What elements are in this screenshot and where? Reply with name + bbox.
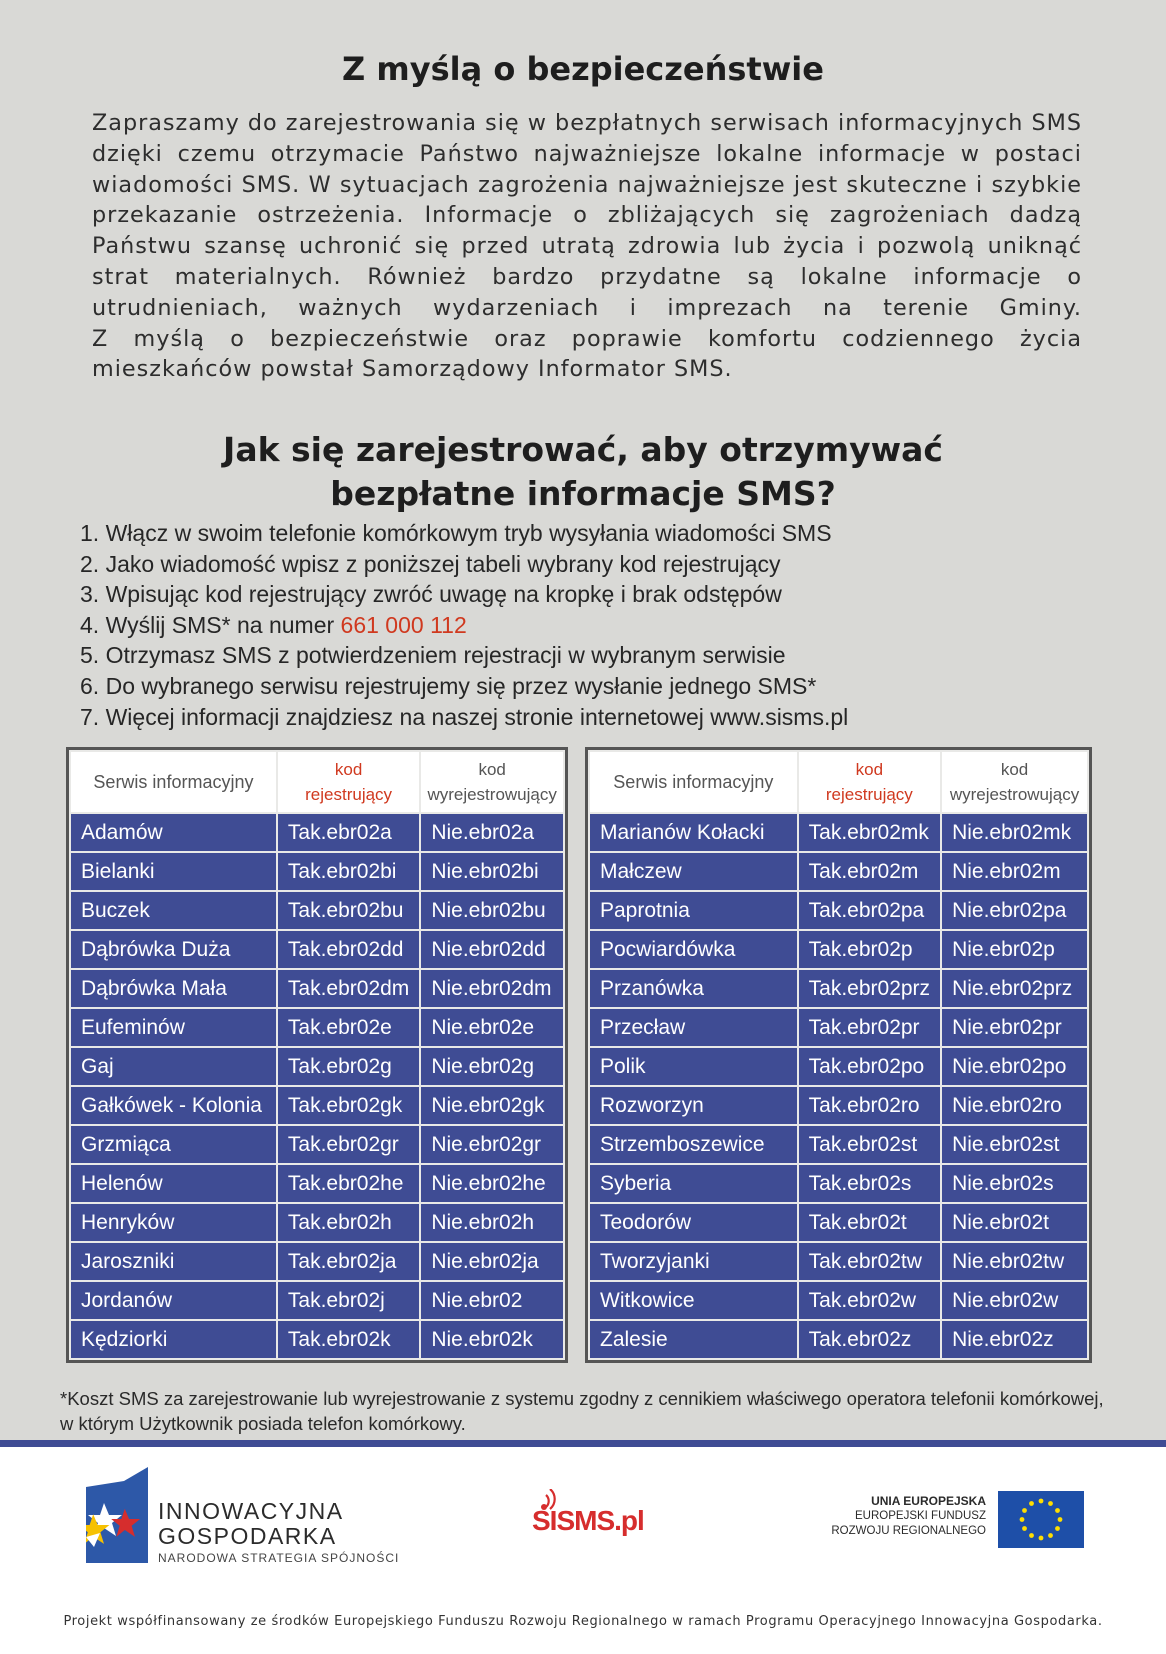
ue-line-3: ROZWOJU REGIONALNEGO (831, 1525, 986, 1537)
unreg-code-cell: Nie.ebr02m (942, 853, 1087, 890)
unreg-code-cell: Nie.ebr02w (942, 1282, 1087, 1319)
services-table-left (66, 747, 568, 1363)
table-row (71, 931, 563, 968)
reg-code-cell: Tak.ebr02bi (278, 853, 419, 890)
ig-line-3: NARODOWA STRATEGIA SPÓJNOŚCI (158, 1551, 400, 1565)
service-name-cell: Małczew (590, 853, 797, 890)
service-name-cell: Strzemboszewice (590, 1126, 797, 1163)
header-unreg-line-2: wyrejestrowujący (949, 785, 1080, 804)
reg-code-cell: Tak.ebr02ja (278, 1243, 419, 1280)
header-service: Serwis informacyjny (590, 752, 797, 812)
sisms-logo-text: SISMS.pl (532, 1505, 644, 1536)
reg-code-cell: Tak.ebr02tw (799, 1243, 940, 1280)
unreg-code-cell: Nie.ebr02h (421, 1204, 563, 1241)
unreg-code-cell: Nie.ebr02ja (421, 1243, 563, 1280)
intro-paragraph-1: Zapraszamy do zarejestrowania się w bezpłatnych serwisach informacyjnych SMS dzięki czemu otrzymacie Państwo najważniejsze lokalne informacje w postaci wiadomości SMS. W sytuacjach zagrożenia najważniejsze jest skuteczne i szybkie przekazanie ostrzeżenia. Informacje o zbliżających się zagrożeniach dadzą Państwu szansę uchronić się przed utratą zdrowia lub życia i pozwolą uniknąć strat materialnych. Również bardzo przydatne są lokalne informacje o utrudnieniach, ważnych wydarzeniach i imprezach na terenie Gminy. (92, 110, 1082, 321)
service-name-cell: Gaj (71, 1048, 276, 1085)
reg-code-cell: Tak.ebr02he (278, 1165, 419, 1202)
reg-code-cell: Tak.ebr02w (799, 1282, 940, 1319)
step-text: Wyślij SMS* na numer (105, 611, 335, 638)
registration-heading-line-1: Jak się zarejestrować, aby otrzymywać (223, 430, 943, 469)
table-row (590, 814, 1087, 851)
table-row (71, 1204, 563, 1241)
step-item (80, 610, 848, 641)
service-name-cell: Bielanki (71, 853, 276, 890)
step-number: 2. (80, 550, 100, 577)
table-row (590, 1165, 1087, 1202)
ig-line-1: INNOWACYJNA (158, 1498, 344, 1524)
services-table-left-body (71, 814, 563, 1358)
reg-code-cell: Tak.ebr02h (278, 1204, 419, 1241)
footer-divider (0, 1440, 1166, 1447)
service-name-cell: Buczek (71, 892, 276, 929)
reg-code-cell: Tak.ebr02gk (278, 1087, 419, 1124)
reg-code-cell: Tak.ebr02dm (278, 970, 419, 1007)
unreg-code-cell: Nie.ebr02st (942, 1126, 1087, 1163)
registration-heading (0, 428, 1166, 516)
reg-code-cell: Tak.ebr02bu (278, 892, 419, 929)
table-row (590, 1087, 1087, 1124)
reg-code-cell: Tak.ebr02z (799, 1321, 940, 1358)
step-number: 5. (80, 642, 100, 669)
intro-paragraph-2: Z myślą o bezpieczeństwie oraz poprawie komfortu codziennego życia mieszkańców powstał Samorządowy Informator SMS. (92, 325, 1082, 383)
service-name-cell: Gałkówek - Kolonia (71, 1087, 276, 1124)
services-table-right-body (590, 814, 1087, 1358)
unreg-code-cell: Nie.ebr02po (942, 1048, 1087, 1085)
table-row (71, 1126, 563, 1163)
unreg-code-cell: Nie.ebr02t (942, 1204, 1087, 1241)
service-name-cell: Polik (590, 1048, 797, 1085)
unreg-code-cell: Nie.ebr02prz (942, 970, 1087, 1007)
unreg-code-cell: Nie.ebr02gr (421, 1126, 563, 1163)
service-name-cell: Kędziorki (71, 1321, 276, 1358)
unreg-code-cell: Nie.ebr02 (421, 1282, 563, 1319)
service-name-cell: Syberia (590, 1165, 797, 1202)
service-name-cell: Witkowice (590, 1282, 797, 1319)
service-name-cell: Helenów (71, 1165, 276, 1202)
step-text: Wpisując kod rejestrujący zwróć uwagę na kropkę i brak odstępów (105, 581, 782, 608)
table-row (71, 892, 563, 929)
reg-code-cell: Tak.ebr02mk (799, 814, 940, 851)
ue-text (800, 1494, 986, 1539)
table-row (71, 970, 563, 1007)
reg-code-cell: Tak.ebr02po (799, 1048, 940, 1085)
unreg-code-cell: Nie.ebr02a (421, 814, 563, 851)
table-row (590, 892, 1087, 929)
reg-code-cell: Tak.ebr02ro (799, 1087, 940, 1124)
table-row (71, 1009, 563, 1046)
reg-code-cell: Tak.ebr02k (278, 1321, 419, 1358)
eu-flag-icon (998, 1491, 1084, 1548)
table-header-row (590, 752, 1087, 812)
reg-code-cell: Tak.ebr02pa (799, 892, 940, 929)
table-row (590, 970, 1087, 1007)
service-name-cell: Rozworzyn (590, 1087, 797, 1124)
step-item (80, 640, 848, 671)
ig-line-2: GOSPODARKA (158, 1523, 337, 1549)
unreg-code-cell: Nie.ebr02mk (942, 814, 1087, 851)
unreg-code-cell: Nie.ebr02dm (421, 970, 563, 1007)
header-reg-line-2: rejestrujący (305, 785, 393, 804)
header-unreg-line-1: kod (478, 760, 506, 779)
table-row (71, 1321, 563, 1358)
service-name-cell: Jordanów (71, 1282, 276, 1319)
unreg-code-cell: Nie.ebr02pa (942, 892, 1087, 929)
header-reg-line-2: rejestrujący (825, 785, 913, 804)
step-item (80, 549, 848, 580)
header-unreg-line-1: kod (1000, 760, 1029, 779)
header-reg-code (278, 752, 419, 812)
table-row (590, 1009, 1087, 1046)
innowacyjna-gospodarka-text (158, 1499, 399, 1567)
step-item (80, 579, 848, 610)
table-row (590, 1048, 1087, 1085)
step-text: Włącz w swoim telefonie komórkowym tryb wysyłania wiadomości SMS (105, 520, 832, 546)
reg-code-cell: Tak.ebr02s (799, 1165, 940, 1202)
reg-code-cell: Tak.ebr02pr (799, 1009, 940, 1046)
reg-code-cell: Tak.ebr02prz (799, 970, 940, 1007)
sms-cost-footnote: *Koszt SMS za zarejestrowanie lub wyrejestrowanie z systemu zgodny z cennikiem właściwego operatora telefonii komórkowej, w którym Użytkownik posiada telefon komórkowy. (60, 1388, 1104, 1434)
services-table-right (585, 747, 1092, 1363)
unreg-code-cell: Nie.ebr02pr (942, 1009, 1087, 1046)
header-reg-line-1: kod (855, 760, 884, 779)
step-number: 1. (80, 520, 100, 546)
table-row (590, 1243, 1087, 1280)
reg-code-cell: Tak.ebr02j (278, 1282, 419, 1319)
ue-line-2: EUROPEJSKI FUNDUSZ (855, 1510, 986, 1522)
unreg-code-cell: Nie.ebr02s (942, 1165, 1087, 1202)
service-name-cell: Pocwiardówka (590, 931, 797, 968)
service-name-cell: Przecław (590, 1009, 797, 1046)
sisms-logo (532, 1489, 642, 1559)
reg-code-cell: Tak.ebr02e (278, 1009, 419, 1046)
step-number: 3. (80, 581, 100, 608)
header-reg-line-1: kod (334, 760, 363, 779)
reg-code-cell: Tak.ebr02m (799, 853, 940, 890)
service-name-cell: Grzmiąca (71, 1126, 276, 1163)
step-text: Więcej informacji znajdziesz na naszej stronie internetowej www.sisms.pl (105, 703, 849, 730)
service-name-cell: Jaroszniki (71, 1243, 276, 1280)
service-name-cell: Marianów Kołacki (590, 814, 797, 851)
step-number: 7. (80, 703, 100, 730)
service-name-cell: Paprotnia (590, 892, 797, 929)
reg-code-cell: Tak.ebr02p (799, 931, 940, 968)
service-name-cell: Adamów (71, 814, 276, 851)
step-item (80, 702, 848, 733)
reg-code-cell: Tak.ebr02gr (278, 1126, 419, 1163)
unreg-code-cell: Nie.ebr02bi (421, 853, 563, 890)
registration-heading-line-2: bezpłatne informacje SMS? (330, 474, 836, 513)
table-row (71, 1243, 563, 1280)
table-row (71, 1282, 563, 1319)
header-unreg-code (942, 752, 1087, 812)
table-row (71, 1048, 563, 1085)
step-text: Otrzymasz SMS z potwierdzeniem rejestracji w wybranym serwisie (105, 642, 786, 669)
unreg-code-cell: Nie.ebr02tw (942, 1243, 1087, 1280)
service-name-cell: Przanówka (590, 970, 797, 1007)
table-row (71, 1165, 563, 1202)
ue-line-1: UNIA EUROPEJSKA (871, 1494, 986, 1508)
registration-steps (80, 518, 848, 732)
reg-code-cell: Tak.ebr02a (278, 814, 419, 851)
page-title: Z myślą o bezpieczeństwie (342, 50, 824, 88)
unreg-code-cell: Nie.ebr02g (421, 1048, 563, 1085)
header-unreg-line-2: wyrejestrowujący (427, 785, 557, 804)
step-text: Do wybranego serwisu rejestrujemy się przez wysłanie jednego SMS* (105, 672, 817, 699)
unreg-code-cell: Nie.ebr02ro (942, 1087, 1087, 1124)
unreg-code-cell: Nie.ebr02z (942, 1321, 1087, 1358)
header-unreg-code (421, 752, 563, 812)
unreg-code-cell: Nie.ebr02p (942, 931, 1087, 968)
step-number: 6. (80, 672, 100, 699)
header-service: Serwis informacyjny (71, 752, 276, 812)
service-name-cell: Teodorów (590, 1204, 797, 1241)
table-row (71, 1087, 563, 1124)
table-row (590, 853, 1087, 890)
reg-code-cell: Tak.ebr02g (278, 1048, 419, 1085)
unreg-code-cell: Nie.ebr02e (421, 1009, 563, 1046)
service-name-cell: Henryków (71, 1204, 276, 1241)
table-row (590, 1321, 1087, 1358)
unreg-code-cell: Nie.ebr02gk (421, 1087, 563, 1124)
reg-code-cell: Tak.ebr02t (799, 1204, 940, 1241)
service-name-cell: Dąbrówka Mała (71, 970, 276, 1007)
step-item (80, 671, 848, 702)
service-name-cell: Zalesie (590, 1321, 797, 1358)
table-row (71, 814, 563, 851)
reg-code-cell: Tak.ebr02st (799, 1126, 940, 1163)
unreg-code-cell: Nie.ebr02k (421, 1321, 563, 1358)
service-name-cell: Eufeminów (71, 1009, 276, 1046)
unreg-code-cell: Nie.ebr02bu (421, 892, 563, 929)
step-item (80, 518, 848, 549)
innowacyjna-gospodarka-logo-icon (86, 1467, 148, 1563)
table-row (590, 931, 1087, 968)
table-row (590, 1204, 1087, 1241)
table-row (590, 1282, 1087, 1319)
unreg-code-cell: Nie.ebr02he (421, 1165, 563, 1202)
service-name-cell: Tworzyjanki (590, 1243, 797, 1280)
service-name-cell: Dąbrówka Duża (71, 931, 276, 968)
table-row (71, 853, 563, 890)
table-row (590, 1126, 1087, 1163)
reg-code-cell: Tak.ebr02dd (278, 931, 419, 968)
header-reg-code (799, 752, 940, 812)
table-header-row (71, 752, 563, 812)
intro-text (92, 108, 1082, 385)
step-text: Jako wiadomość wpisz z poniższej tabeli wybrany kod rejestrujący (105, 550, 781, 577)
step-number: 4. (80, 611, 100, 638)
project-cofinancing-note: Projekt współfinansowany ze środków Europejskiego Funduszu Rozwoju Regionalnego w ramach Programu Operacyjnego Innowacyjna Gospodarka. (63, 1614, 1103, 1629)
unreg-code-cell: Nie.ebr02dd (421, 931, 563, 968)
sms-phone-number: 661 000 112 (340, 611, 467, 638)
